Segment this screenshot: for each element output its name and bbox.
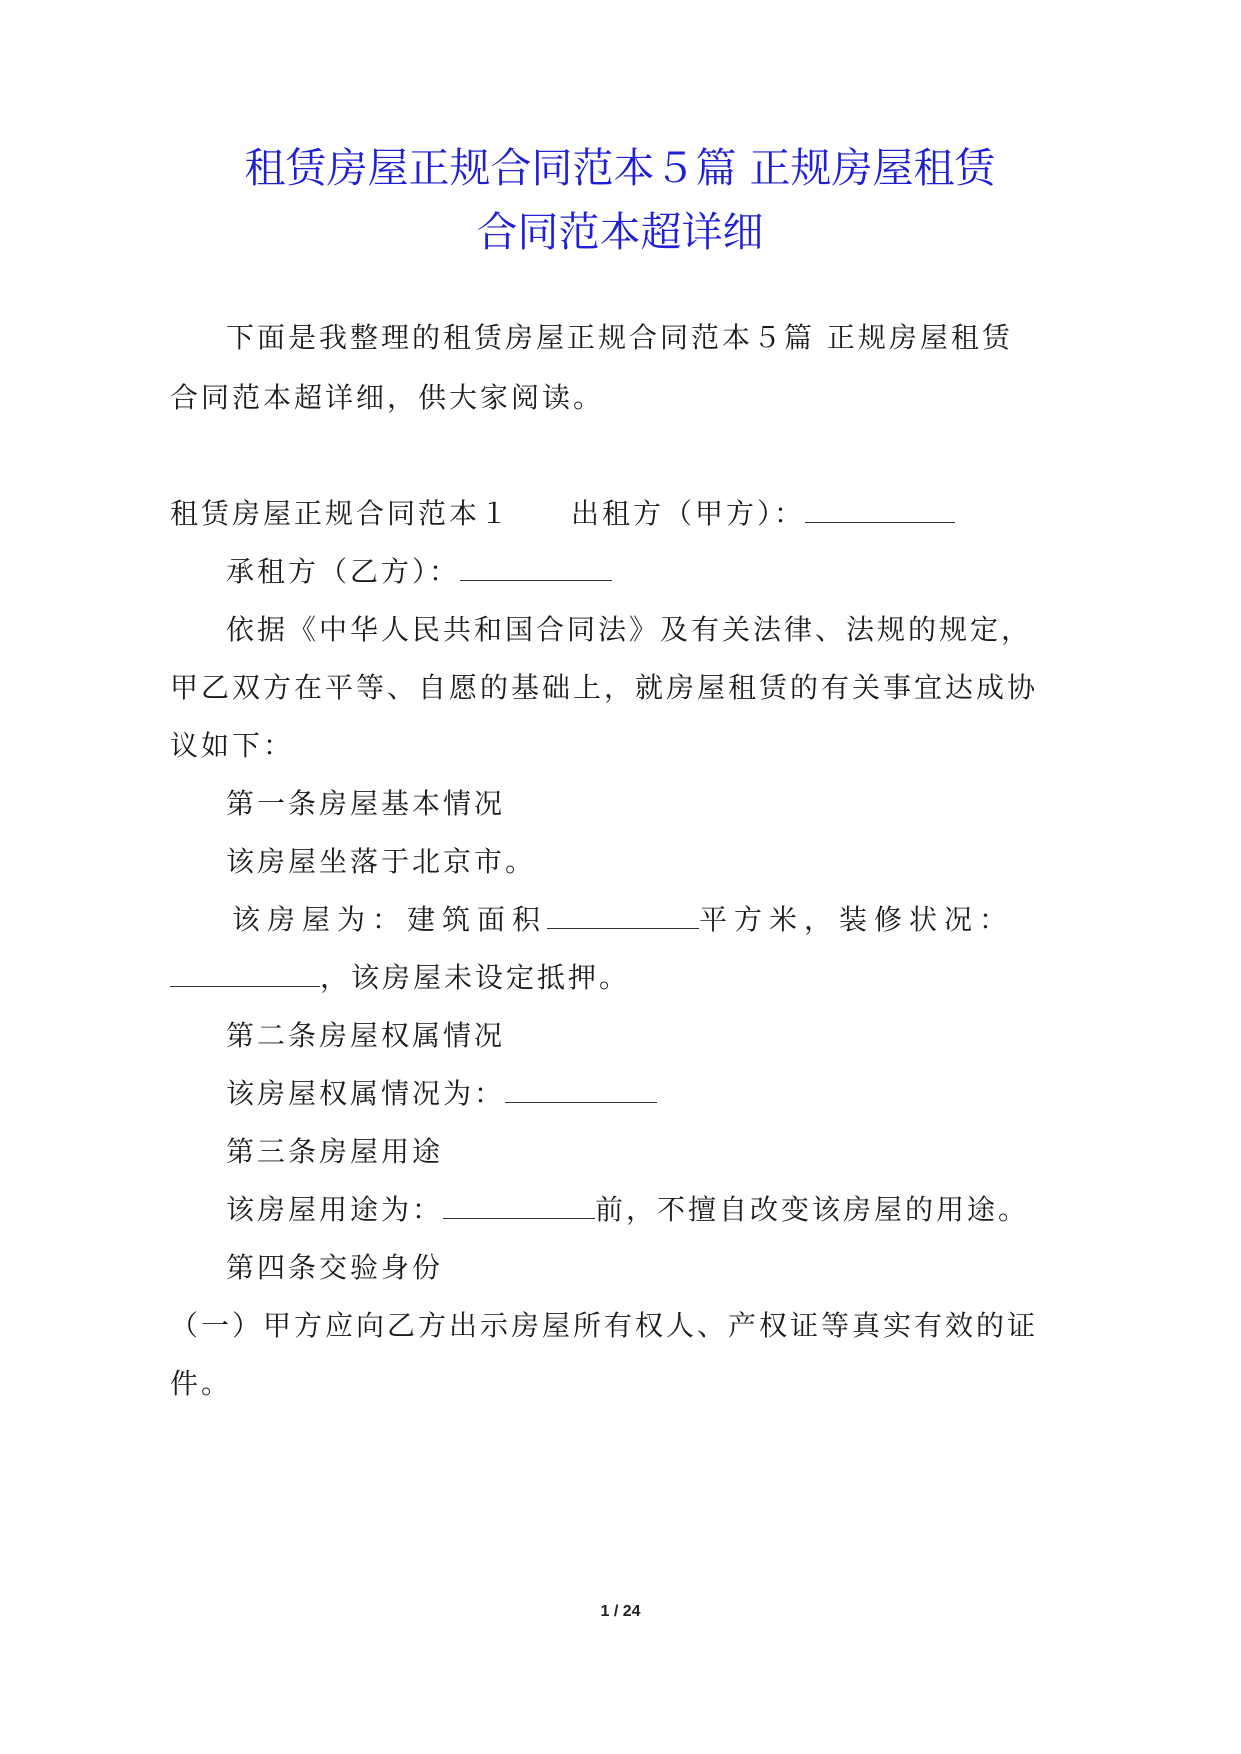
basis-line-3: 议如下： bbox=[170, 729, 295, 762]
page-indicator: 1 / 24 bbox=[600, 1603, 641, 1620]
article-3-title: 第三条房屋用途 bbox=[226, 1135, 444, 1168]
usage-blank bbox=[443, 1196, 595, 1219]
intro-line-2: 合同范本超详细，供大家阅读。 bbox=[170, 381, 605, 414]
article-3-suffix: 前，不擅自改变该房屋的用途。 bbox=[595, 1193, 1030, 1226]
lessee-blank bbox=[460, 558, 612, 581]
article-2-row bbox=[226, 1074, 657, 1114]
basis-line-1: 依据《中华人民共和国合同法》及有关法律、法规的规定， bbox=[226, 613, 1033, 646]
article-2-title: 第二条房屋权属情况 bbox=[226, 1019, 506, 1052]
article-3-row bbox=[226, 1190, 1029, 1230]
section-heading: 租赁房屋正规合同范本１ bbox=[170, 497, 512, 530]
article-4-title: 第四条交验身份 bbox=[226, 1251, 444, 1284]
article-1-area-row bbox=[232, 900, 1014, 940]
article-4-item-1-line-2: 件。 bbox=[170, 1367, 233, 1400]
lessee-row bbox=[226, 552, 612, 592]
lessee-label: 承租方（乙方）： bbox=[226, 555, 461, 588]
article-2-body: 该房屋权属情况为： bbox=[226, 1077, 506, 1110]
article-1-area-prefix: 该房屋为：建筑面积 bbox=[232, 903, 548, 936]
article-1-title: 第一条房屋基本情况 bbox=[226, 787, 506, 820]
lessor-blank bbox=[805, 500, 955, 523]
decoration-blank bbox=[170, 964, 320, 987]
area-blank bbox=[547, 906, 699, 929]
title-line-2: 合同范本超详细 bbox=[476, 208, 764, 256]
article-1-location: 该房屋坐落于北京市。 bbox=[226, 845, 537, 878]
ownership-blank bbox=[505, 1080, 657, 1103]
article-1-area-suffix: 平方米，装修状况： bbox=[699, 903, 1015, 936]
article-4-item-1-line-1: （一）甲方应向乙方出示房屋所有权人、产权证等真实有效的证 bbox=[170, 1309, 1039, 1342]
article-1-mortgage: ，该房屋未设定抵押。 bbox=[320, 961, 631, 994]
title-line-1: 租赁房屋正规合同范本５篇 正规房屋租赁 bbox=[244, 144, 996, 192]
intro-line-1: 下面是我整理的租赁房屋正规合同范本５篇 正规房屋租赁 bbox=[226, 321, 1013, 354]
document-title bbox=[150, 136, 1090, 264]
section-heading-row bbox=[170, 494, 955, 534]
article-1-mortgage-row bbox=[170, 958, 630, 998]
lessor-label: 出租方（甲方）： bbox=[571, 497, 806, 530]
basis-line-2: 甲乙双方在平等、自愿的基础上，就房屋租赁的有关事宜达成协 bbox=[170, 671, 1039, 704]
article-3-prefix: 该房屋用途为： bbox=[226, 1193, 444, 1226]
